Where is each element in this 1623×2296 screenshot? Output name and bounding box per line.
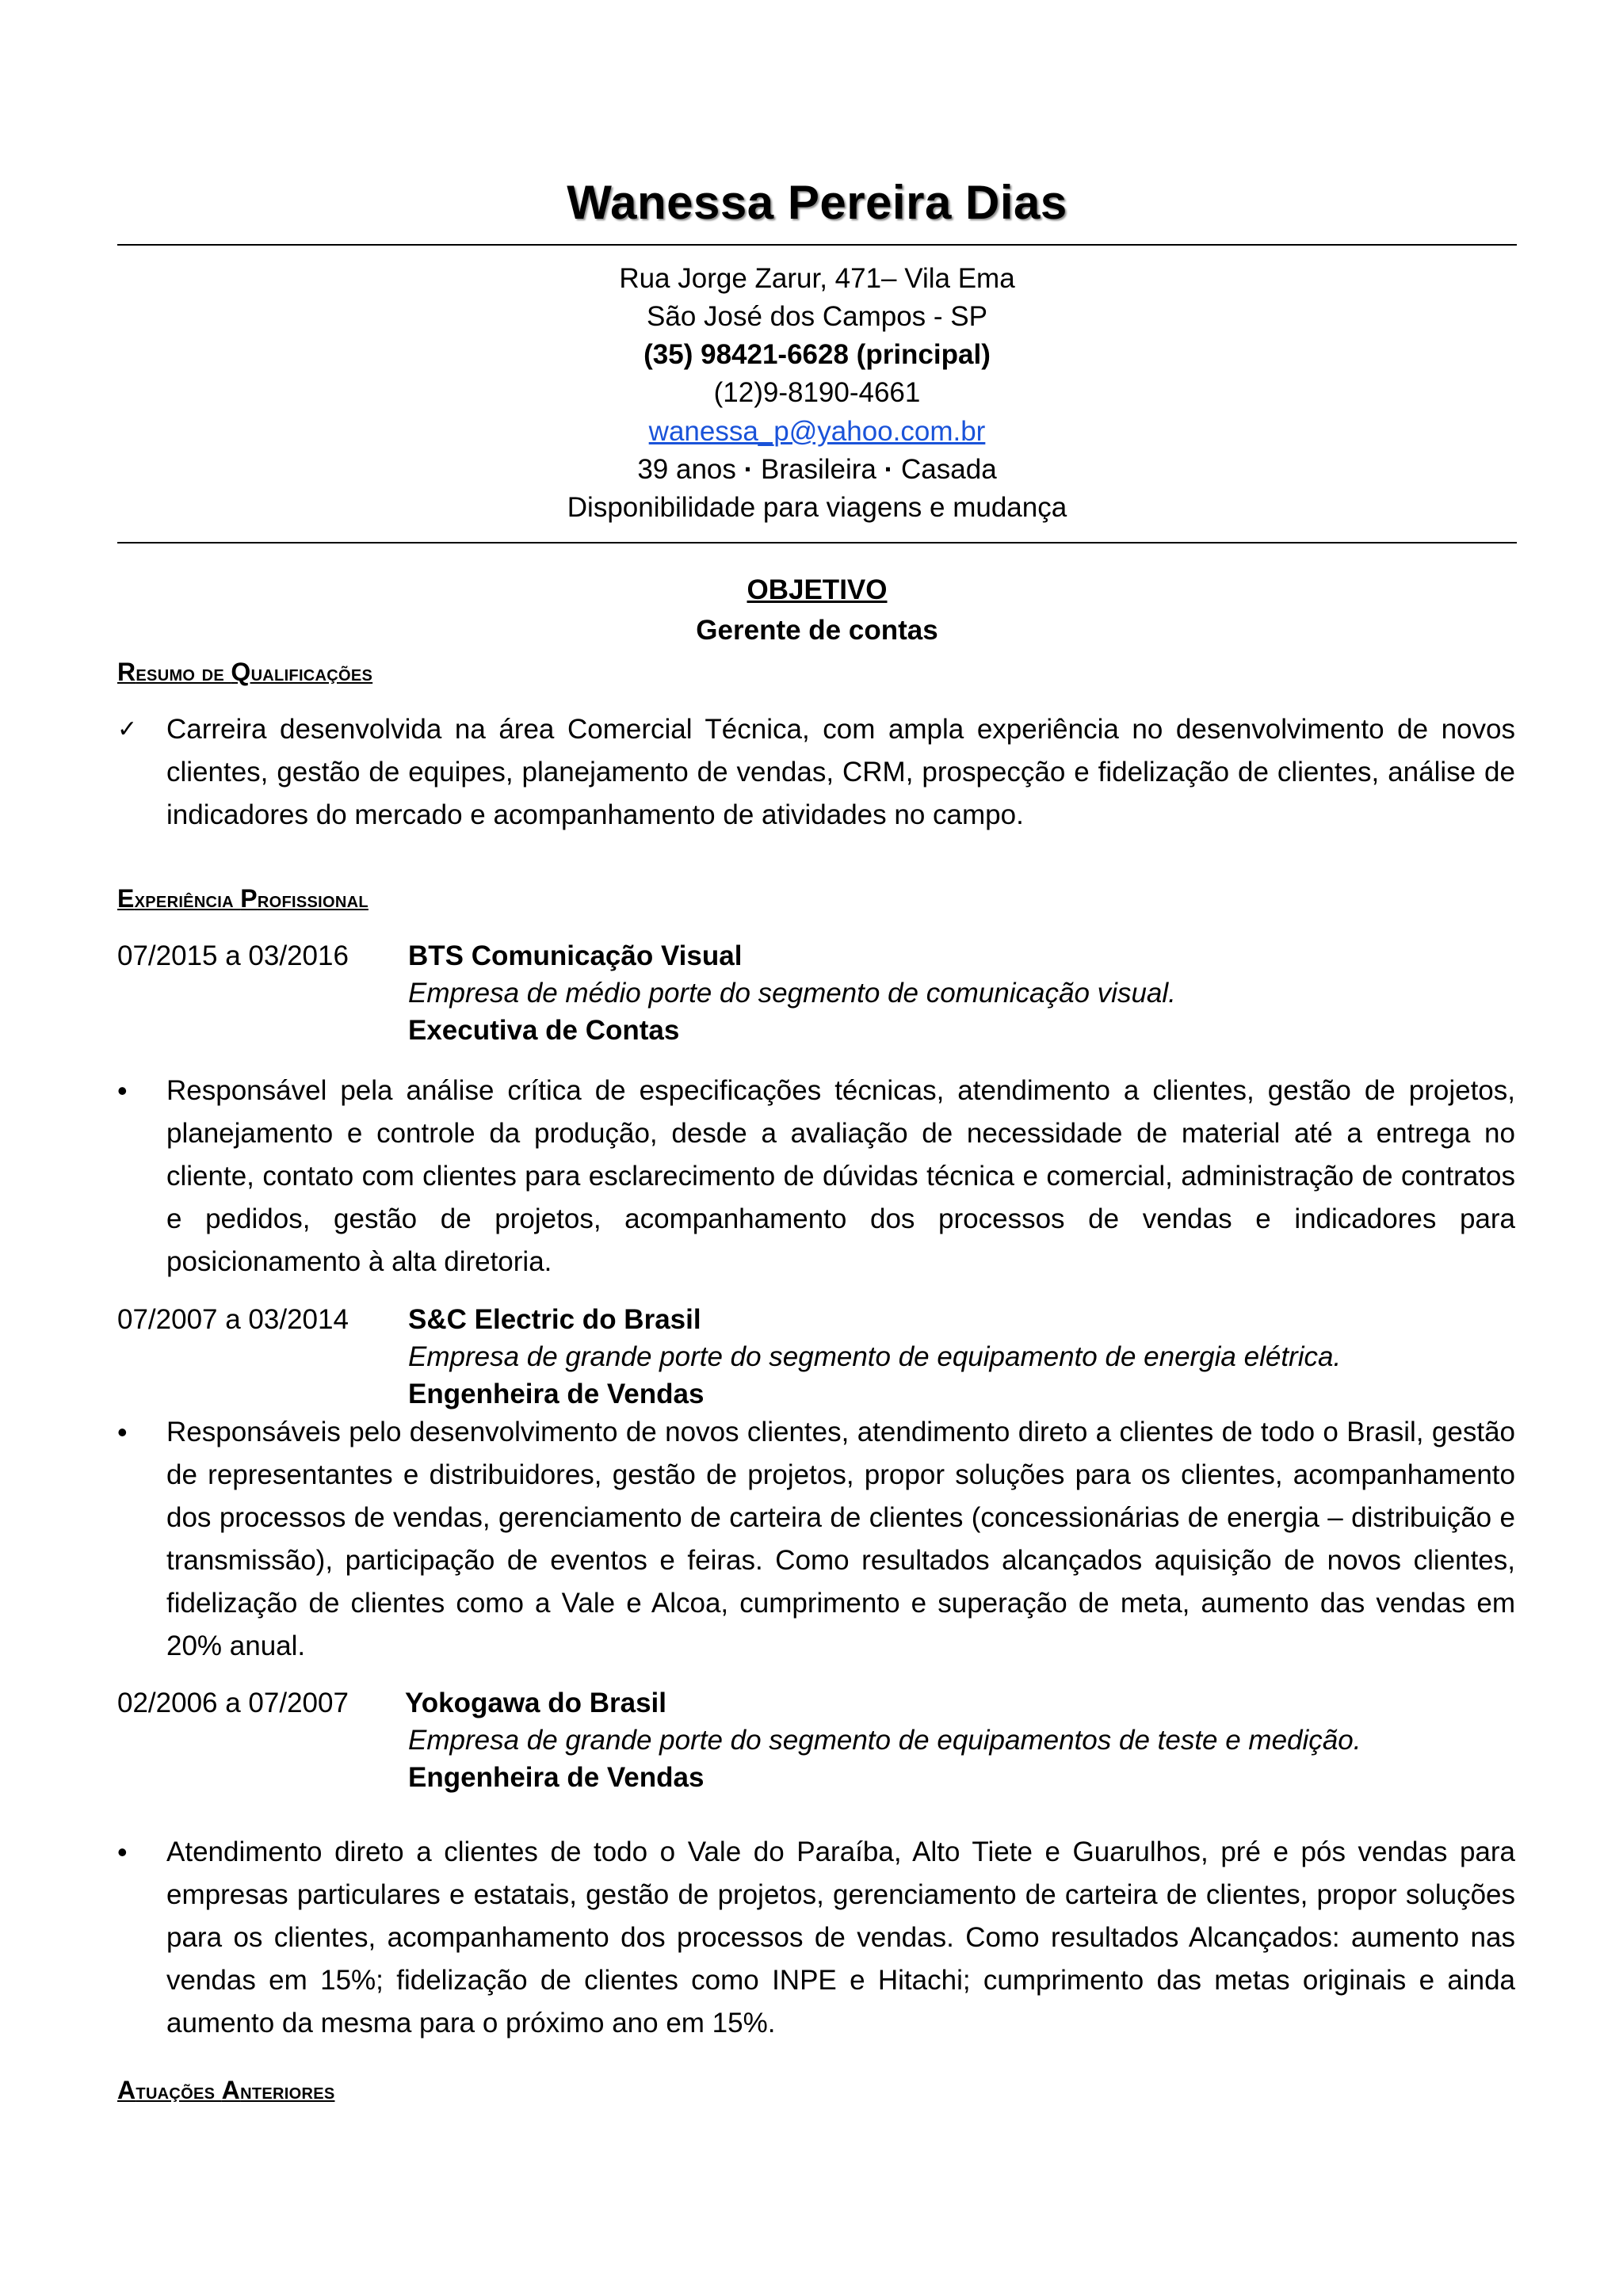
summary-text: Carreira desenvolvida na área Comercial Técnica, com ampla experiência no desenvolvimento de novos clientes, gestão de equipes, planejamento de vendas, CRM, prospecção e fidelização de clientes, análise de indicadores do mercado e acompanhamento de atividades no campo. (166, 714, 1515, 830)
phone-secondary: (12)9-8190-4661 (713, 377, 921, 408)
job-period: 07/2015 a 03/2016 (117, 940, 349, 971)
marital-status: Casada (901, 454, 997, 485)
availability: Disponibilidade para viagens e mudança (567, 492, 1067, 523)
bullet-icon: • (117, 1416, 128, 1448)
job-description: Empresa de médio porte do segmento de comunicação visual. (408, 978, 1176, 1009)
check-icon: ✓ (117, 716, 138, 742)
candidate-name: Wanessa Pereira Dias (567, 176, 1067, 229)
address-line-2: São José dos Campos - SP (647, 301, 987, 332)
objective-title: OBJETIVO (747, 574, 888, 605)
job-role: Executiva de Contas (408, 1015, 680, 1046)
job-company: Yokogawa do Brasil (405, 1688, 666, 1718)
job-company: BTS Comunicação Visual (408, 940, 743, 971)
email-link[interactable]: wanessa_p@yahoo.com.br (648, 416, 986, 447)
job-description: Empresa de grande porte do segmento de equipamento de energia elétrica. (408, 1341, 1342, 1372)
separator-dot: · (743, 454, 754, 485)
objective-value: Gerente de contas (696, 615, 938, 646)
email-line (117, 418, 1517, 445)
age: 39 anos (637, 454, 736, 485)
section-previous-title: Atuações Anteriores (117, 2076, 335, 2104)
job-details: Responsáveis pelo desenvolvimento de novos clientes, atendimento direto a clientes de todo o Brasil, gestão de representantes e distribuidores, gestão de projetos, propor soluções para os clientes, acompanhamento dos processos de vendas, gerenciamento de carteira de clientes (concessionárias de energia – distribuição e transmissão), participação de eventos e feiras. Como resultados alcançados aquisição de novos clientes, fidelização de clientes como a Vale e Alcoa, cumprimento e superação de meta, aumento das vendas em 20% anual. (166, 1417, 1515, 1661)
job-company: S&C Electric do Brasil (408, 1304, 701, 1335)
separator-dot: · (884, 454, 894, 485)
bullet-icon: • (117, 1074, 128, 1107)
nationality: Brasileira (761, 454, 876, 485)
header-top-rule (117, 244, 1517, 246)
job-period: 02/2006 a 07/2007 (117, 1688, 349, 1718)
job-details: Responsável pela análise crítica de especificações técnicas, atendimento a clientes, gestão de projetos, planejamento e controle da produção, desde a avaliação de necessidade de material até a entrega no cliente, contato com clientes para esclarecimento de dúvidas técnica e comercial, administração de contratos e pedidos, gestão de projetos, acompanhamento dos processos de vendas e indicadores para posicionamento à alta diretoria. (166, 1075, 1515, 1277)
phone-primary: (35) 98421-6628 (principal) (643, 339, 991, 370)
job-role: Engenheira de Vendas (408, 1379, 705, 1409)
personal-info (117, 456, 1517, 483)
job-period: 07/2007 a 03/2014 (117, 1304, 349, 1335)
header-bottom-rule (117, 542, 1517, 543)
job-description: Empresa de grande porte do segmento de equipamentos de teste e medição. (408, 1725, 1361, 1756)
section-summary-title: Resumo de Qualificações (117, 658, 373, 686)
bullet-icon: • (117, 1836, 128, 1868)
section-experience-title: Experiência Profissional (117, 884, 369, 913)
address-line-1: Rua Jorge Zarur, 471– Vila Ema (619, 263, 1015, 294)
job-details: Atendimento direto a clientes de todo o Vale do Paraíba, Alto Tiete e Guarulhos, pré e pós vendas para empresas particulares e estatais, gestão de projetos, gerenciamento de carteira de clientes, propor soluções para os clientes, acompanhamento dos processos de vendas. Como resultados Alcançados: aumento nas vendas em 15%; fidelização de clientes como INPE e Hitachi; cumprimento das metas originais e ainda aumento da mesma para o próximo ano em 15%. (166, 1836, 1515, 2039)
job-role: Engenheira de Vendas (408, 1762, 705, 1793)
